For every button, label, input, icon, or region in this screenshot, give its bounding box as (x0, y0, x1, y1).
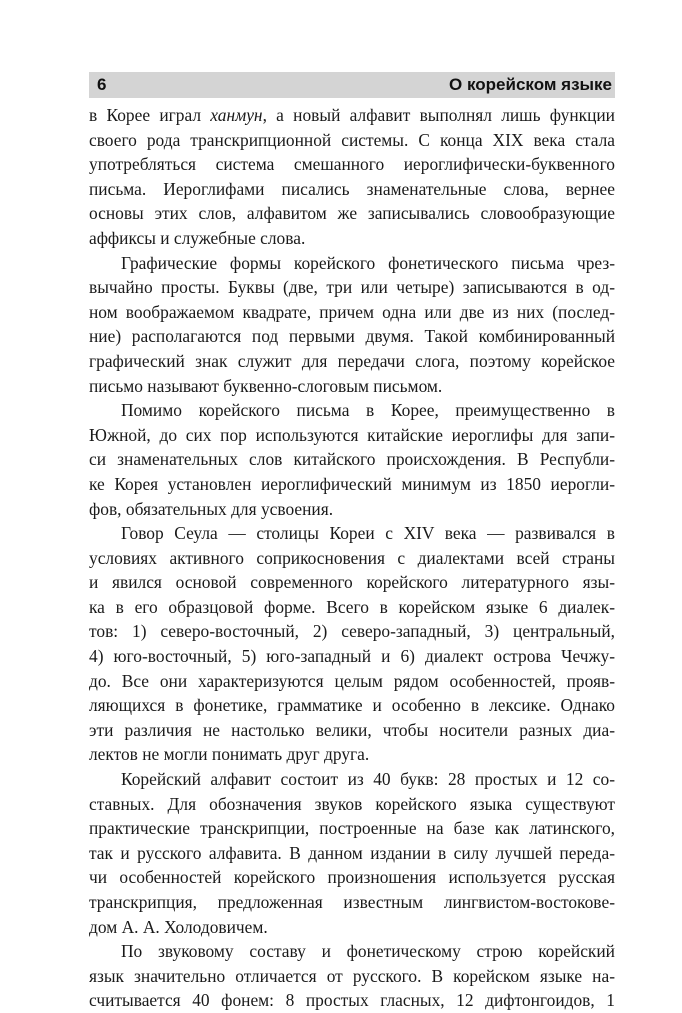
text-line: эти различия не настолько велики, чтобы носители разных диа- (89, 719, 615, 740)
text-line: Помимо корейского письма в Корее, преимущественно в (121, 400, 615, 421)
text-line: до. Все они характеризуются целым рядом особенностей, прояв- (89, 670, 615, 691)
text-line: тов: 1) северо-восточный, 2) северо-западный, 3) центральный, (89, 621, 615, 642)
text-line: ние) располагаются под первыми двумя. Такой комбинированный (89, 326, 615, 347)
paragraph (89, 398, 615, 521)
text-run: в Корее играл (89, 105, 211, 125)
text-line: письмо называют буквенно-слоговым письмом. (89, 375, 443, 396)
text-line (89, 103, 615, 128)
text-line: ставных. Для обозначения звуков корейского языка существуют (89, 793, 615, 814)
paragraph (89, 939, 615, 1013)
text-line: практические транскрипции, построенные на базе как латинского, (89, 818, 615, 839)
text-line: ляющихся в фонетике, грамматике и особенно в лексике. Однако (89, 695, 615, 716)
text-line: условиях активного соприкосновения с диалектами всей страны (89, 547, 615, 568)
text-line: 4) юго-восточный, 5) юго-западный и 6) диалект острова Чечжу- (89, 646, 615, 667)
paragraph (89, 521, 615, 767)
text-line: вычайно просты. Буквы (две, три или четыре) записываются в од- (89, 277, 615, 298)
text-line: фов, обязательных для усвоения. (89, 498, 334, 519)
text-line: лектов не могли понимать друг друга. (89, 744, 370, 765)
text-line: язык значительно отличается от русского. В корейском языке на- (89, 965, 615, 986)
text-line: чи особенностей корейского произношения используется русская (89, 867, 615, 888)
text-line: своего рода транскрипционной системы. С конца XIX века стала (89, 129, 615, 150)
text-line: основы этих слов, алфавитом же записывались словообразующие (89, 203, 615, 224)
paragraph (89, 251, 615, 399)
text-line: Корейский алфавит состоит из 40 букв: 28 простых и 12 со- (121, 769, 615, 790)
text-line: графический знак служит для передачи слога, поэтому корейское (89, 350, 615, 371)
text-line: ном воображаемом квадрате, причем одна или две из них (послед- (89, 301, 615, 322)
text-line: Южной, до сих пор используются китайские иероглифы для запи- (89, 424, 615, 445)
body-text (89, 103, 615, 1013)
text-line: Графические формы корейского фонетического письма чрез- (121, 252, 615, 273)
running-title: О корейском языке (449, 75, 612, 94)
text-line: и явился основой современного корейского литературного язы- (89, 572, 615, 593)
page-number: 6 (97, 75, 107, 94)
text-line: Говор Сеула — столицы Кореи с XIV века — развивался в (121, 523, 615, 544)
text-line: аффиксы и служебные слова. (89, 227, 306, 248)
text-line: письма. Иероглифами писались знаменательные слова, вернее (89, 178, 615, 199)
running-header (89, 72, 615, 98)
text-line: транскрипция, предложенная известным лингвистом-востоковe- (89, 892, 615, 912)
text-line: си знаменательных слов китайского происхождения. В Республи- (89, 449, 615, 470)
text-line: дом А. А. Холодовичем. (89, 916, 268, 937)
italic-term: ханмун (210, 105, 263, 125)
text-run: , а новый алфавит выполнял лишь функции (262, 105, 615, 125)
text-line: ке Корея установлен иероглифический минимум из 1850 иерогли- (89, 473, 615, 494)
paragraph (89, 103, 615, 251)
text-line: так и русского алфавита. В данном издании в силу лучшей переда- (89, 842, 615, 863)
text-line: По звуковому составу и фонетическому строю корейский (121, 941, 615, 962)
paragraph (89, 767, 615, 939)
text-line: считывается 40 фонем: 8 простых гласных, 12 дифтонгоидов, 1 (89, 990, 615, 1011)
text-line: употребляться система смешанного иероглифически-буквенного (89, 154, 615, 175)
text-line: ка в его образцовой форме. Всего в корейском языке 6 диалек- (89, 596, 615, 617)
